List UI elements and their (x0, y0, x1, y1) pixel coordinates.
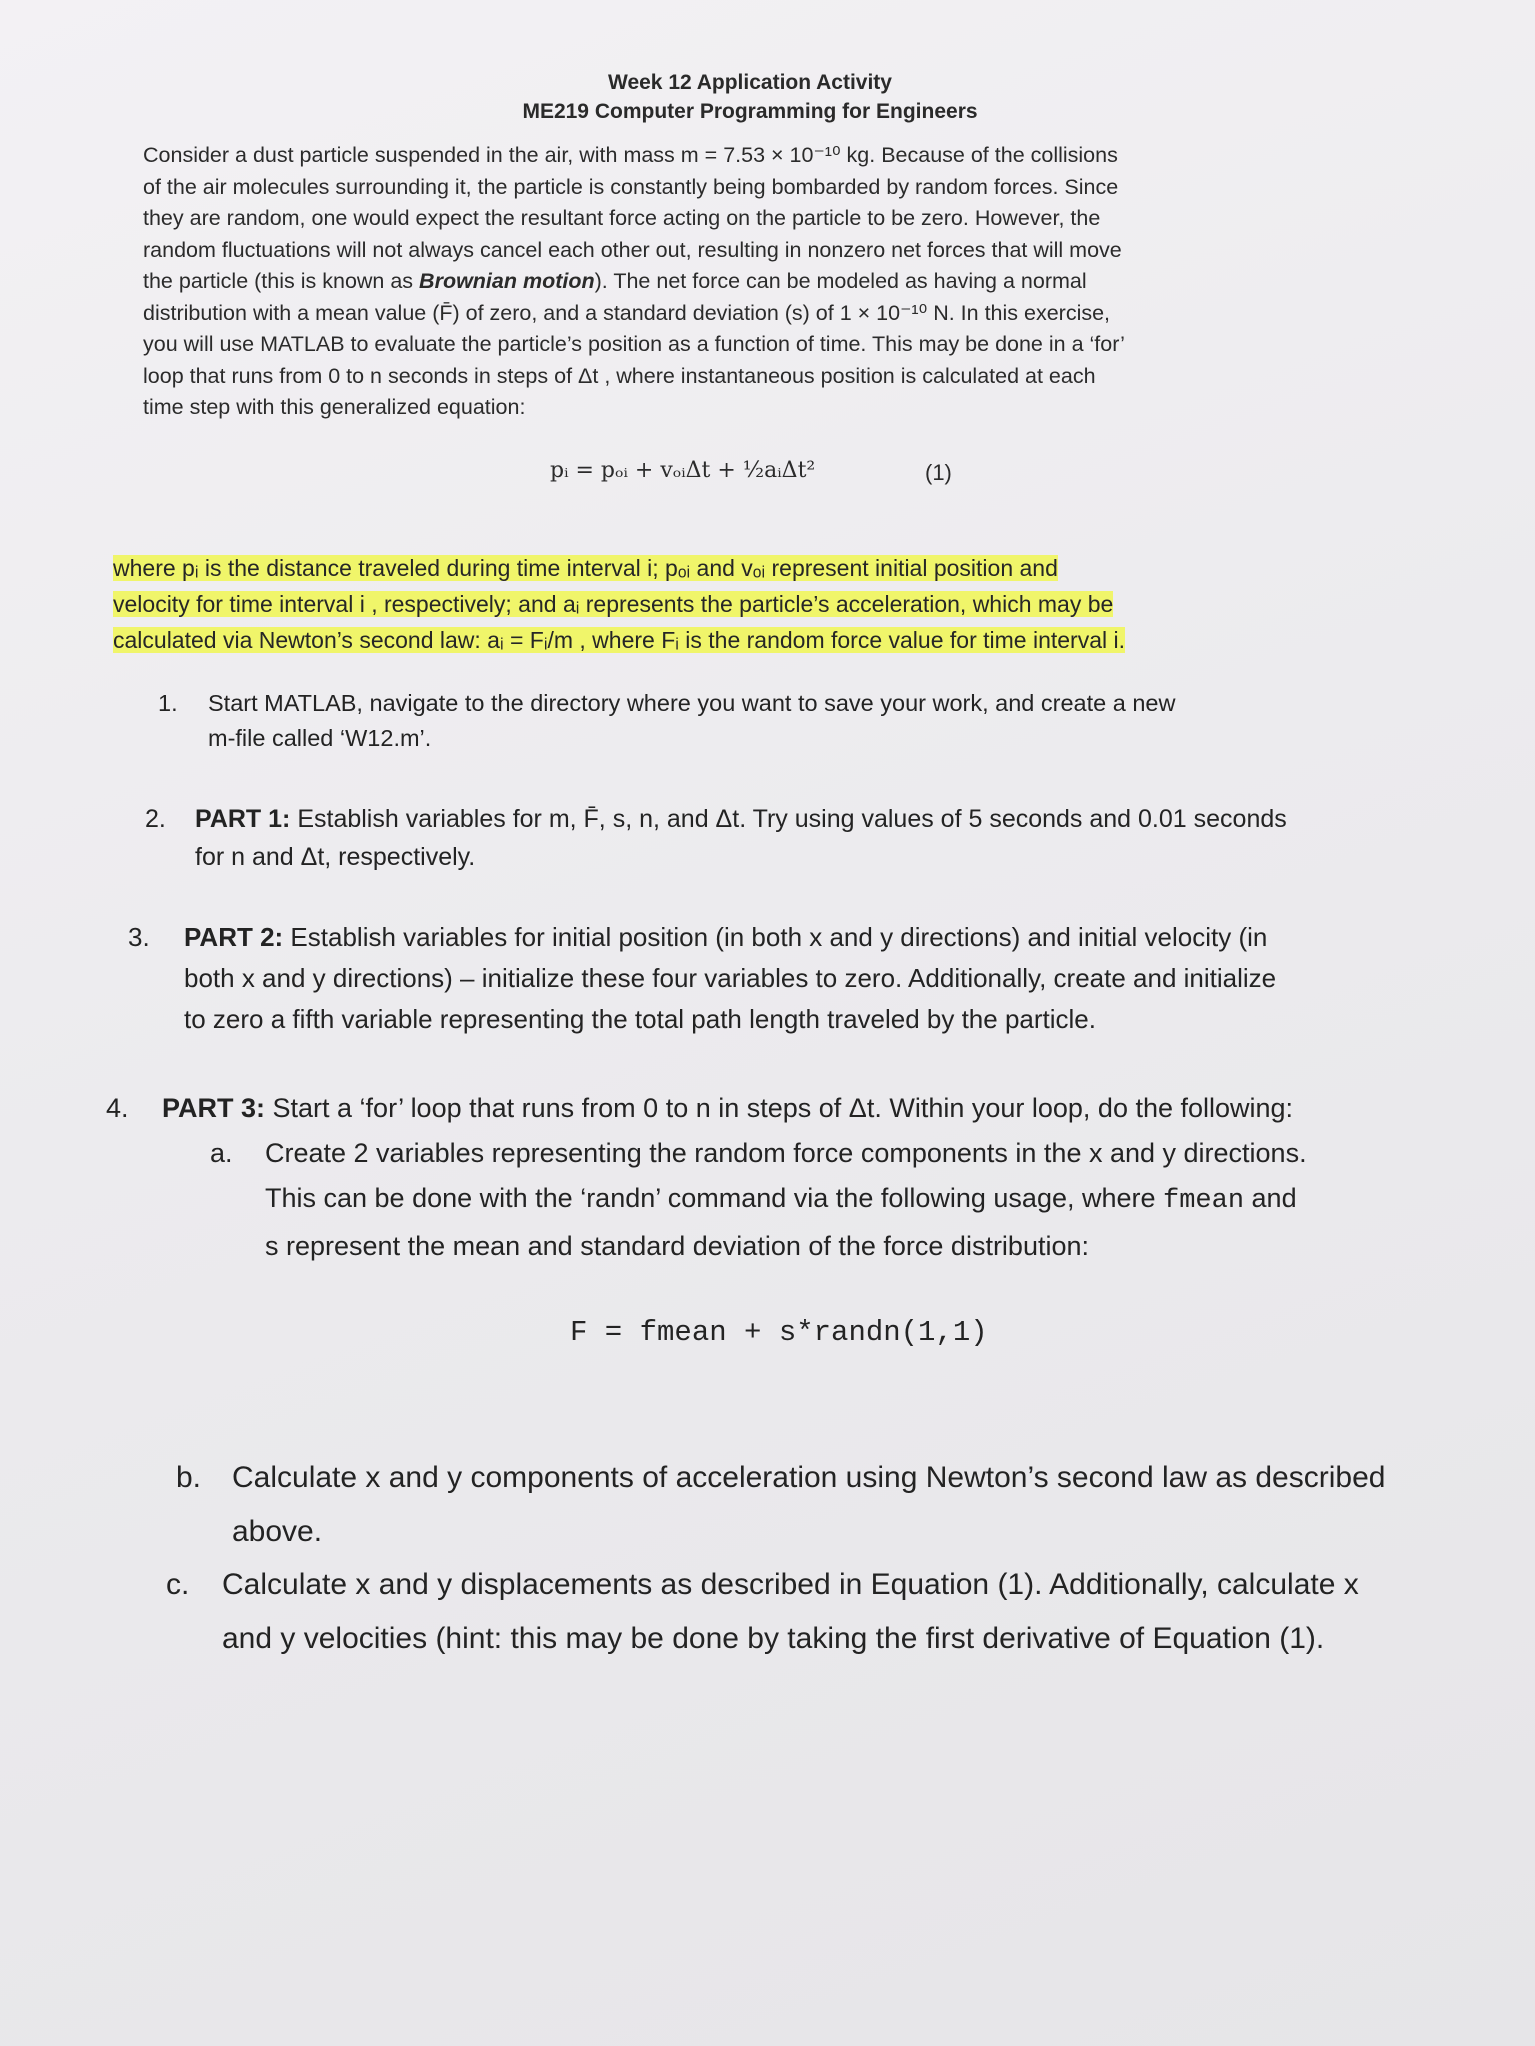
step-line: above. (232, 1515, 323, 1548)
fmean-code-word: fmean (1163, 1186, 1245, 1216)
intro-line: you will use MATLAB to evaluate the particle’s position as a function of time. This may be done in a ‘for’ (143, 332, 1125, 356)
step-line: and (1244, 1183, 1297, 1213)
intro-line: Consider a dust particle suspended in the air, with mass m = 7.53 × 10⁻¹⁰ kg. Because of the collisions (143, 143, 1118, 167)
intro-line: distribution with a mean value (F̄) of zero, and a standard deviation (s) of 1 × 10⁻¹⁰ N. In this exercise, (143, 300, 1111, 325)
intro-line: of the air molecules surrounding it, the particle is constantly being bombarded by random forces. Since (143, 174, 1119, 199)
highlight-line: calculated via Newton’s second law: aᵢ = Fᵢ/m , where Fᵢ is the random force value for time interval i. (113, 627, 1125, 653)
step-3 (128, 917, 1276, 1040)
code-line: F = fmean + s*randn(1,1) (570, 1316, 988, 1349)
step-line: Start a ‘for’ loop that runs from 0 to n in steps of Δt. Within your loop, do the following: (265, 1093, 1294, 1123)
step-2 (145, 800, 1287, 876)
step-line: for n and Δt, respectively. (195, 843, 476, 871)
part-label: PART 1: (195, 805, 291, 833)
substep-letter: c. (166, 1568, 190, 1601)
intro-line-text: the particle (this is known as (143, 269, 420, 293)
step-4b (176, 1451, 1385, 1559)
step-line: Calculate x and y components of acceleration using Newton’s second law as described (232, 1461, 1386, 1494)
step-number: 3. (128, 922, 150, 952)
step-line: to zero a fifth variable representing the total path length traveled by the particle. (184, 1004, 1096, 1034)
highlight-line-container (113, 586, 1413, 622)
equation-1: pᵢ = pₒᵢ + vₒᵢΔt + ½aᵢΔt² (550, 458, 816, 483)
step-line: Calculate x and y displacements as described in Equation (1). Additionally, calculate x (222, 1568, 1359, 1601)
highlighted-paragraph (113, 550, 1413, 658)
substep-letter: a. (210, 1138, 233, 1168)
step-line: Start MATLAB, navigate to the directory where you want to save your work, and create a new (208, 690, 1176, 716)
step-line: Establish variables for initial position (in both x and y directions) and initial velocity (in (283, 922, 1268, 952)
intro-line: time step with this generalized equation: (143, 395, 526, 419)
highlight-line-container (113, 550, 1413, 586)
step-line: and y velocities (hint: this may be done by taking the first derivative of Equation (1). (222, 1622, 1325, 1655)
intro-line: loop that runs from 0 to n seconds in steps of Δt , where instantaneous position is calculated at each (143, 363, 1096, 388)
step-line: Establish variables for m, F̄, s, n, and Δt. Try using values of 5 seconds and 0.01 seconds (290, 805, 1287, 833)
highlight-line: velocity for time interval i , respectively; and aᵢ represents the particle’s acceleration, which may be (113, 591, 1114, 617)
intro-line: they are random, one would expect the resultant force acting on the particle to be zero. However, the (143, 206, 1101, 230)
step-line: Create 2 variables representing the random force components in the x and y directions. (265, 1138, 1307, 1168)
step-number: 4. (106, 1093, 129, 1123)
step-1 (158, 686, 1175, 756)
highlight-line-container (113, 622, 1413, 658)
step-4 (106, 1086, 1293, 1130)
step-4c (166, 1558, 1359, 1666)
substep-letter: b. (176, 1461, 202, 1494)
part-label: PART 2: (184, 922, 284, 952)
step-line: This can be done with the ‘randn’ command via the following usage, where (265, 1183, 1164, 1213)
intro-line-text: ). The net force can be modeled as having a normal (594, 269, 1087, 293)
equation-number: (1) (925, 460, 952, 485)
step-4a (210, 1131, 1307, 1269)
step-line: m-file called ‘W12.m’. (208, 725, 432, 751)
step-number: 2. (145, 805, 166, 833)
intro-line (143, 266, 1338, 298)
step-line: both x and y directions) – initialize these four variables to zero. Additionally, create and initialize (184, 963, 1277, 993)
step-line: s represent the mean and standard deviation of the force distribution: (265, 1231, 1090, 1261)
header (400, 68, 1100, 126)
step-number: 1. (158, 690, 178, 716)
intro-line: random fluctuations will not always cancel each other out, resulting in nonzero net forces that will move (143, 237, 1122, 262)
highlight-line: where pᵢ is the distance traveled during time interval i; pₒᵢ and vₒᵢ represent initial position and (113, 555, 1058, 581)
course-title: ME219 Computer Programming for Engineers (522, 100, 978, 123)
brownian-motion-term: Brownian motion (419, 269, 595, 293)
document-title: Week 12 Application Activity (608, 71, 892, 94)
intro-paragraph (143, 140, 1338, 424)
part-label: PART 3: (162, 1093, 266, 1123)
